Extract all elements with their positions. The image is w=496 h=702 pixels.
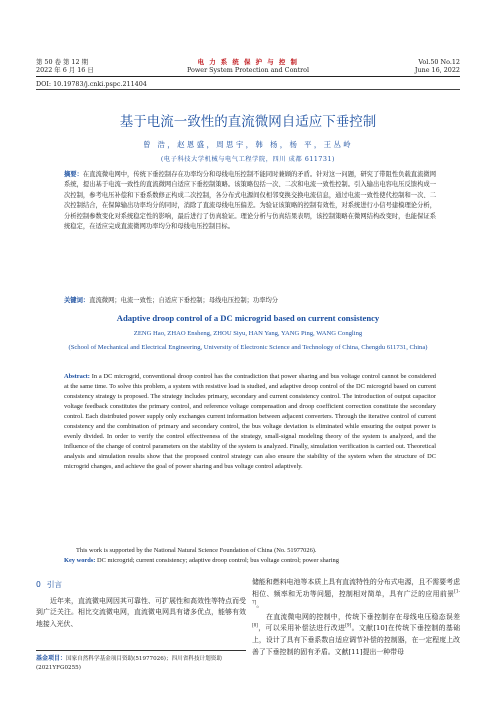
- body-column-left: [36, 577, 246, 630]
- footnote-rule: [36, 650, 246, 651]
- authors-en: ZENG Hao, ZHAO Ensheng, ZHOU Siyu, HAN Yang, YANG Ping, WANG Congling: [133, 330, 363, 337]
- journal-name-en: Power System Protection and Control: [186, 66, 310, 74]
- header-right: [415, 58, 460, 74]
- journal-name-cn: 电 力 系 统 保 护 与 控 制: [197, 58, 299, 66]
- intro-paragraph-right-2: [252, 612, 460, 658]
- footnote-funding: [36, 654, 248, 673]
- intro-text: 。: [256, 601, 264, 610]
- intro-text: 储能和燃料电池等本质上具有直流特性的分布式电源，且不需要考虑相位、频率和无功等问题，控制相对简单，具有广泛的应用前景: [252, 578, 460, 598]
- keywords-cn-text: 直流微网；电流一致性；自适应下垂控制；母线电压控制；功率均分: [89, 297, 279, 304]
- header-center: [36, 58, 460, 74]
- citation[interactable]: [1-7]: [252, 588, 460, 605]
- affiliation-en: (School of Mechanical and Electrical Engineering, University of Electronic Science and Technology of China, Chengdu 611731, China): [68, 344, 428, 351]
- header-rule: [36, 76, 460, 77]
- abstract-en: [64, 372, 436, 472]
- date-en: June 16, 2022: [414, 66, 460, 74]
- keywords-en-label: Key words:: [64, 557, 96, 564]
- funding-en: This work is supported by the National Natural Science Foundation of China (No. 51977026).: [76, 547, 317, 554]
- abstract-cn: [64, 170, 436, 232]
- date-cn: 2022 年 6 月 16 日: [36, 66, 94, 74]
- keywords-cn-label: 关键词：: [64, 297, 90, 304]
- doi[interactable]: DOI: 10.19783/j.cnki.pspc.211404: [36, 80, 147, 88]
- keywords-cn: [64, 296, 436, 305]
- paper-title-en: Adaptive droop control of a DC microgrid based on current consistency: [116, 313, 380, 323]
- abstract-cn-label: 摘要：: [64, 171, 83, 178]
- body-column-right: [252, 577, 460, 658]
- section-title: 引言: [46, 580, 63, 589]
- citation[interactable]: [8]: [252, 623, 258, 629]
- volume-cn: 第 50 卷 第 12 期: [36, 58, 88, 66]
- citation[interactable]: [9]: [345, 623, 352, 629]
- running-header: [36, 58, 460, 76]
- intro-text: 在直流微电网的控制中，传统下垂控制存在母线电压稳态误差: [266, 612, 460, 621]
- section-heading: [36, 579, 246, 591]
- keywords-en: [64, 556, 436, 565]
- abstract-en-text: In a DC microgrid, conventional droop control has the contradiction that power sharing and bus voltage control cannot be considered at the same time. To solve this problem, a system with resistive load is studied, and adaptive droop control of the DC microgrid based on current consistency strategy is proposed. The strategy includes primary, secondary and current consistency control. The introduction of output capacitor voltage feedback constitutes the primary control, and reference voltage compensation and droop coefficient correction constitute the secondary control. Each distributed power supply only exchanges current information between adjacent converters. Through the iterative control of current consistency and the combination of primary and secondary control, the bus voltage deviation is eliminated while ensuring the output power is evenly divided. In order to verify the control effectiveness of the strategy, small-signal modeling theory of the system is analyzed, and the influence of the change of control parameters on the stability of the system is analyzed. Finally, simulation verification is carried out. Theoretical analysis and simulation results show that the proposed control strategy can also ensure the stability of the system when the structure of DC microgrid changes, and achieve the goal of power sharing and bus voltage control adaptively.: [64, 373, 436, 470]
- keywords-en-text: DC microgrid; current consistency; adaptive droop control; bus voltage control; power sharing: [97, 557, 339, 564]
- abstract-en-label: Abstract:: [64, 373, 90, 380]
- authors-cn: 曾 浩，赵恩盛，周思宇，韩 杨，杨 平，王丛岭: [142, 140, 354, 149]
- section-number: 0: [36, 580, 41, 589]
- abstract-cn-text: 在直流微电网中，传统下垂控制存在功率均分和母线电压控制不能同时兼顾的矛盾。针对这一问题，研究了带阻性负载直流微网系统，提出基于电流一致性的直流微网自适应下垂控制策略。该策略包括一次、二次和电流一致性控制。引入输出电容电压反馈构成一次控制，参考电压补偿和下垂系数修正构成二次控制，各分布式电源间仅相邻变换交换电流信息，通过电流一致性使代控制和一次、二次控制结合，在保障输出功率均分的同时，消除了直流母线电压偏差。为验证该策略的控制有效性，对系统进行小信号建模理论分析，分析控制参数变化对系统稳定性的影响，最后进行了仿真验证。理论分析与仿真结果表明，该控制策略在微网结构改变时，也能保证系统稳定，在适应完成直流微网功率均分和母线电压控制目标。: [64, 171, 437, 231]
- affiliation-cn: (电子科技大学机械与电气工程学院，四川 成都 611731): [160, 156, 336, 163]
- intro-text: ，可以采用补偿法进行改进: [257, 624, 346, 633]
- volume-en: Vol.50 No.12: [418, 58, 460, 66]
- doi-rule: [36, 89, 460, 90]
- paper-title-cn: 基于电流一致性的直流微网自适应下垂控制: [119, 114, 377, 130]
- footnote-text: 国家自然科学基金项目资助(51977026)；四川省科技计划资助(2021YFG0255): [36, 656, 222, 671]
- intro-paragraph-left: 近年来，直流微电网因其可靠性、可扩展性和高效性等特点而受到广泛关注。相比交流微电网，直流微电网具有诸多优点，能够有效地接入光伏、: [36, 596, 246, 628]
- intro-text: 。文献[10]在传统下垂控制的基础上，设计了具有下垂系数自适应调节补偿的控制器，在一定程度上改善了下垂控制的固有矛盾。文献[11]提出一种带母: [252, 624, 460, 656]
- intro-paragraph-right-1: [252, 577, 460, 612]
- footnote-label: 基金项目：: [36, 655, 67, 662]
